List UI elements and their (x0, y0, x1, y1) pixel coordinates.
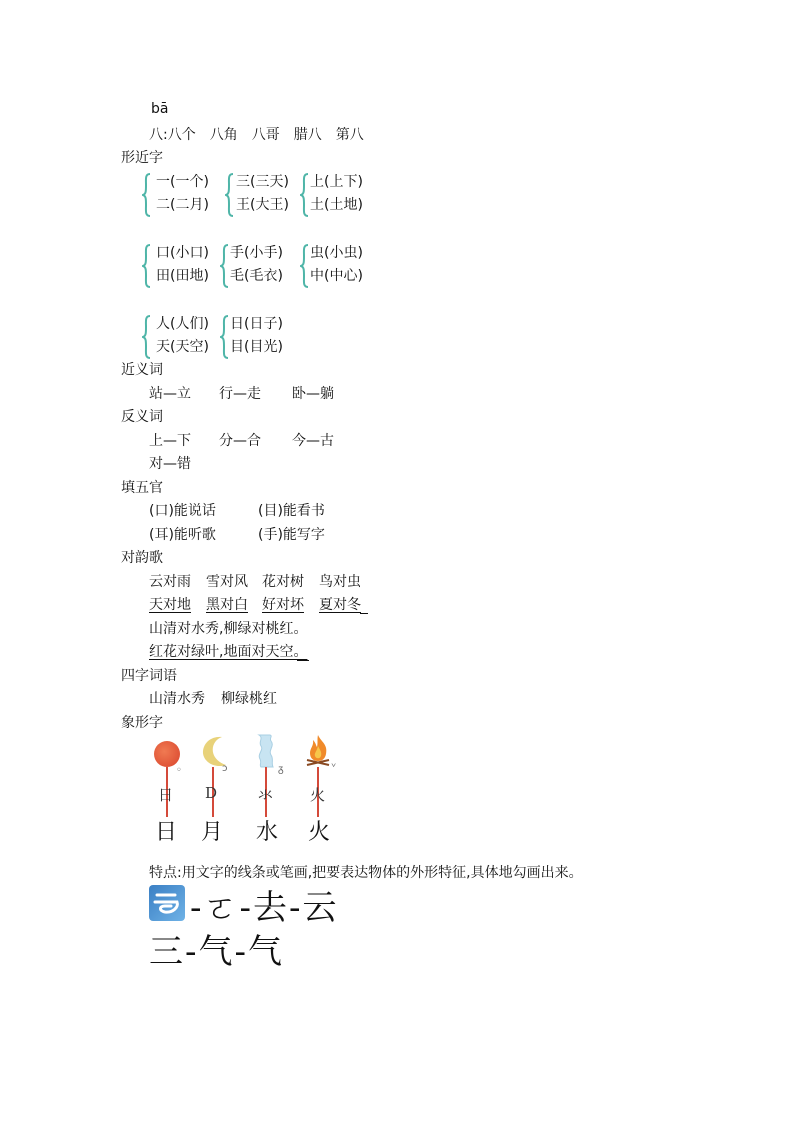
wuguan-item: (口)能说话 (149, 503, 216, 519)
seal-char: 氺 (258, 786, 274, 804)
jinyi-item: 行—走 (219, 386, 261, 402)
yun-evolution: -ㄛ-去-云 (190, 888, 339, 928)
xingjin-item: 上(上下) (310, 174, 363, 190)
pictograph-char: 火 (308, 820, 331, 845)
heading-xiangxing: 象形字 (121, 715, 163, 731)
underline-tail (297, 660, 309, 661)
fanyi-item: 对—错 (149, 456, 191, 472)
xiangxing-feature: 特点:用文字的线条或笔画,把要表达物体的外形特征,具体地勾画出来。 (149, 865, 583, 881)
cloud-pictogram-icon (149, 885, 185, 921)
duiyun-word-underlined: 好对坏 (262, 597, 304, 613)
brace-icon (142, 315, 151, 359)
brace-icon (142, 244, 151, 288)
xingjin-item: 日(日子) (230, 316, 283, 332)
brace-icon (220, 315, 229, 359)
heading-jinyi: 近义词 (121, 362, 163, 378)
ba-word-line: 八:八个 八角 八哥 腊八 第八 (149, 127, 364, 143)
xingjin-item: 三(三天) (236, 174, 289, 190)
xingjin-item: 王(大王) (236, 197, 289, 213)
jinyi-item: 站—立 (149, 386, 191, 402)
duiyun-word: 雪对风 (206, 574, 248, 590)
duiyun-line: 山清对水秀,柳绿对桃红。 (149, 621, 308, 637)
brace-icon (142, 173, 151, 217)
xingjin-item: 二(二月) (156, 197, 209, 213)
duiyun-word: 花对树 (262, 574, 304, 590)
seal-small: ◦ (176, 765, 182, 776)
duiyun-word: 鸟对虫 (319, 574, 361, 590)
brace-icon (300, 244, 309, 288)
seal-char: 火 (310, 786, 326, 804)
seal-small: ᘁ (331, 763, 337, 774)
sizi-item: 柳绿桃红 (221, 691, 277, 707)
qi-evolution: 三-气-气 (149, 932, 284, 972)
xingjin-item: 人(人们) (156, 316, 209, 332)
wuguan-item: (手)能写字 (258, 527, 325, 543)
xingjin-item: 口(小口) (156, 245, 209, 261)
brace-icon (225, 173, 234, 217)
sizi-item: 山清水秀 (149, 691, 205, 707)
brace-icon (300, 173, 309, 217)
fanyi-item: 分—合 (219, 433, 261, 449)
heading-fanyi: 反义词 (121, 409, 163, 425)
brace-icon (220, 244, 229, 288)
seal-small: ↄ (222, 763, 228, 774)
jinyi-item: 卧—躺 (292, 386, 334, 402)
xingjin-item: 毛(毛衣) (230, 268, 283, 284)
pinyin-ba: bā (151, 101, 169, 117)
seal-small: ᵹ (278, 764, 284, 775)
xingjin-item: 天(天空) (156, 339, 209, 355)
duiyun-word-underlined: 夏对冬 (319, 597, 361, 613)
xingjin-item: 中(中心) (310, 268, 363, 284)
duiyun-line-underlined: 红花对绿叶,地面对天空。 (149, 644, 308, 660)
duiyun-word-underlined: 天对地 (149, 597, 191, 613)
wuguan-item: (目)能看书 (258, 503, 325, 519)
xingjin-item: 土(土地) (310, 197, 363, 213)
xingjin-item: 一(一个) (156, 174, 209, 190)
heading-duiyun: 对韵歌 (121, 550, 163, 566)
seal-char: D (205, 784, 218, 802)
seal-char: 日 (158, 786, 174, 804)
heading-sizi: 四字词语 (121, 668, 177, 684)
xingjin-item: 目(目光) (230, 339, 283, 355)
pictograph-char: 月 (201, 820, 224, 845)
xingjin-item: 田(田地) (156, 268, 209, 284)
heading-wuguan: 填五官 (121, 480, 163, 496)
wuguan-item: (耳)能听歌 (149, 527, 216, 543)
xingjin-item: 手(小手) (230, 245, 283, 261)
underline-tail (360, 613, 368, 614)
duiyun-word-underlined: 黑对白 (206, 597, 248, 613)
duiyun-word: 云对雨 (149, 574, 191, 590)
heading-xingjinzi: 形近字 (121, 150, 163, 166)
pictograph-char: 日 (155, 820, 178, 845)
fanyi-item: 今—古 (292, 433, 334, 449)
pictograph-char: 水 (256, 820, 279, 845)
xingjin-item: 虫(小虫) (310, 245, 363, 261)
sun-icon (154, 741, 180, 767)
fanyi-item: 上—下 (149, 433, 191, 449)
